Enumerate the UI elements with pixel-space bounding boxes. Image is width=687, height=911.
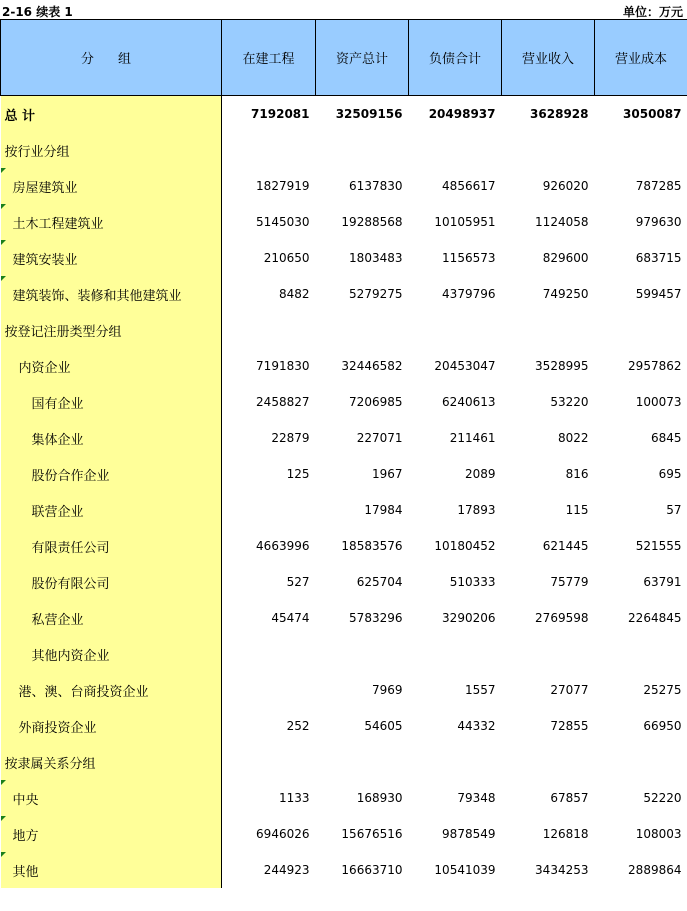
cell-value: 10541039 xyxy=(434,863,496,877)
cell-value xyxy=(222,312,316,348)
row-label xyxy=(1,564,222,600)
cell-value: 2264845 xyxy=(628,611,682,625)
table-row xyxy=(1,564,687,600)
statistics-table xyxy=(0,19,687,888)
cell-value xyxy=(222,744,316,780)
table-row xyxy=(1,636,687,672)
cell-value: 6946026 xyxy=(256,827,310,841)
column-header-group: 分 组 xyxy=(1,20,222,96)
cell-value xyxy=(595,312,687,348)
table-row xyxy=(1,312,687,348)
cell-value: 18583576 xyxy=(341,539,403,553)
cell-value: 72855 xyxy=(550,719,589,733)
row-label xyxy=(1,168,222,204)
cell-value xyxy=(502,312,595,348)
table-row xyxy=(1,744,687,780)
cell-value: 75779 xyxy=(550,575,589,589)
cell-value: 7969 xyxy=(371,683,403,697)
cell-value: 4856617 xyxy=(442,179,496,193)
row-label xyxy=(1,348,222,384)
cell-value: 6137830 xyxy=(349,179,403,193)
row-label-text: 中央 xyxy=(12,792,39,808)
row-label xyxy=(1,456,222,492)
cell-value: 1133 xyxy=(278,791,310,805)
cell-value: 5145030 xyxy=(256,215,310,229)
cell-value xyxy=(595,744,687,780)
table-row xyxy=(1,384,687,420)
table-row xyxy=(1,852,687,888)
cell-value: 63791 xyxy=(643,575,682,589)
row-label-text: 总 计 xyxy=(4,108,36,124)
row-label xyxy=(1,744,222,780)
row-label xyxy=(1,708,222,744)
table-row xyxy=(1,492,687,528)
cell-value: 4379796 xyxy=(442,287,496,301)
cell-value: 2957862 xyxy=(628,359,682,373)
table-row xyxy=(1,528,687,564)
cell-value: 20453047 xyxy=(434,359,496,373)
cell-value xyxy=(409,132,502,168)
cell-value: 6240613 xyxy=(442,395,496,409)
header-row xyxy=(1,20,687,96)
cell-value: 8482 xyxy=(278,287,310,301)
row-label-text: 建筑安装业 xyxy=(12,252,78,268)
cell-value: 19288568 xyxy=(341,215,403,229)
cell-value: 1557 xyxy=(464,683,496,697)
cell-value: 2769598 xyxy=(535,611,589,625)
cell-value: 126818 xyxy=(542,827,589,841)
comment-marker-icon xyxy=(1,276,6,281)
table-row xyxy=(1,420,687,456)
cell-value xyxy=(222,672,316,708)
cell-value xyxy=(409,636,502,672)
cell-value: 1827919 xyxy=(256,179,310,193)
row-label xyxy=(1,672,222,708)
row-label xyxy=(1,528,222,564)
cell-value: 3628928 xyxy=(530,107,589,121)
cell-value xyxy=(222,132,316,168)
cell-value: 100073 xyxy=(635,395,682,409)
cell-value xyxy=(316,312,409,348)
cell-value: 10180452 xyxy=(434,539,496,553)
table-row xyxy=(1,780,687,816)
cell-value: 3528995 xyxy=(535,359,589,373)
cell-value: 2889864 xyxy=(628,863,682,877)
cell-value xyxy=(409,312,502,348)
cell-value: 52220 xyxy=(643,791,682,805)
table-id: 2-16 续表 1 xyxy=(2,5,73,19)
comment-marker-icon xyxy=(1,852,6,857)
cell-value: 32446582 xyxy=(341,359,403,373)
table-row xyxy=(1,456,687,492)
row-label-text: 建筑装饰、装修和其他建筑业 xyxy=(12,288,182,304)
cell-value: 787285 xyxy=(635,179,682,193)
cell-value: 168930 xyxy=(356,791,403,805)
cell-value: 45474 xyxy=(271,611,310,625)
cell-value: 749250 xyxy=(542,287,589,301)
cell-value: 244923 xyxy=(263,863,310,877)
comment-marker-icon xyxy=(1,204,6,209)
row-label xyxy=(1,312,222,348)
cell-value: 3290206 xyxy=(442,611,496,625)
row-label-text: 按登记注册类型分组 xyxy=(4,324,122,340)
cell-value: 829600 xyxy=(542,251,589,265)
row-label-text: 其他内资企业 xyxy=(31,648,110,664)
row-label-text: 其他 xyxy=(12,864,39,880)
cell-value: 816 xyxy=(565,467,589,481)
row-label xyxy=(1,132,222,168)
cell-value: 15676516 xyxy=(341,827,403,841)
table-row xyxy=(1,132,687,168)
cell-value: 7191830 xyxy=(256,359,310,373)
row-label xyxy=(1,636,222,672)
cell-value: 54605 xyxy=(364,719,403,733)
cell-value: 25275 xyxy=(643,683,682,697)
cell-value: 5783296 xyxy=(349,611,403,625)
cell-value: 2089 xyxy=(464,467,496,481)
cell-value: 10105951 xyxy=(434,215,496,229)
row-label xyxy=(1,240,222,276)
row-label xyxy=(1,780,222,816)
cell-value: 527 xyxy=(286,575,310,589)
row-label-text: 有限责任公司 xyxy=(31,540,110,556)
cell-value: 5279275 xyxy=(349,287,403,301)
cell-value: 8022 xyxy=(557,431,589,445)
cell-value xyxy=(316,636,409,672)
row-label-text: 按行业分组 xyxy=(4,144,70,160)
table-row xyxy=(1,168,687,204)
row-label xyxy=(1,96,222,133)
row-label xyxy=(1,816,222,852)
cell-value: 66950 xyxy=(643,719,682,733)
row-label xyxy=(1,492,222,528)
comment-marker-icon xyxy=(1,780,6,785)
cell-value: 22879 xyxy=(271,431,310,445)
cell-value: 20498937 xyxy=(428,107,496,121)
table-row xyxy=(1,348,687,384)
cell-value: 2458827 xyxy=(256,395,310,409)
column-header-operating-cost: 营业成本 xyxy=(595,20,687,96)
row-label-text: 私营企业 xyxy=(31,612,84,628)
row-label-text: 土木工程建筑业 xyxy=(12,216,104,232)
cell-value: 57 xyxy=(666,503,682,517)
row-label xyxy=(1,600,222,636)
cell-value: 7206985 xyxy=(349,395,403,409)
cell-value: 621445 xyxy=(542,539,589,553)
column-header-total-liabilities: 负债合计 xyxy=(409,20,502,96)
table-row xyxy=(1,240,687,276)
table-row xyxy=(1,708,687,744)
row-label xyxy=(1,204,222,240)
cell-value xyxy=(222,492,316,528)
cell-value: 67857 xyxy=(550,791,589,805)
cell-value: 79348 xyxy=(457,791,496,805)
table-row xyxy=(1,204,687,240)
row-label xyxy=(1,276,222,312)
cell-value: 1124058 xyxy=(535,215,589,229)
cell-value: 683715 xyxy=(635,251,682,265)
table-row xyxy=(1,816,687,852)
cell-value: 7192081 xyxy=(251,107,310,121)
row-label xyxy=(1,420,222,456)
cell-value: 210650 xyxy=(263,251,310,265)
table-row xyxy=(1,600,687,636)
table-row xyxy=(1,276,687,312)
cell-value: 44332 xyxy=(457,719,496,733)
cell-value xyxy=(222,636,316,672)
cell-value: 108003 xyxy=(635,827,682,841)
total-row xyxy=(1,96,687,133)
cell-value: 115 xyxy=(565,503,589,517)
cell-value: 1803483 xyxy=(349,251,403,265)
row-label-text: 内资企业 xyxy=(18,360,71,376)
cell-value: 53220 xyxy=(550,395,589,409)
column-header-total-assets: 资产总计 xyxy=(316,20,409,96)
cell-value: 125 xyxy=(286,467,310,481)
cell-value xyxy=(502,744,595,780)
cell-value: 32509156 xyxy=(335,107,403,121)
row-label-text: 房屋建筑业 xyxy=(12,180,78,196)
cell-value: 625704 xyxy=(356,575,403,589)
cell-value: 695 xyxy=(658,467,682,481)
cell-value: 27077 xyxy=(550,683,589,697)
cell-value xyxy=(502,636,595,672)
unit-label: 单位：万元 xyxy=(622,5,683,19)
cell-value: 979630 xyxy=(635,215,682,229)
comment-marker-icon xyxy=(1,168,6,173)
row-label-text: 港、澳、台商投资企业 xyxy=(18,684,149,700)
cell-value: 17984 xyxy=(364,503,403,517)
table-row xyxy=(1,672,687,708)
row-label xyxy=(1,852,222,888)
row-label-text: 国有企业 xyxy=(31,396,84,412)
cell-value: 227071 xyxy=(356,431,403,445)
title-bar xyxy=(0,0,687,19)
cell-value: 9878549 xyxy=(442,827,496,841)
cell-value xyxy=(316,132,409,168)
cell-value: 510333 xyxy=(449,575,496,589)
cell-value xyxy=(409,744,502,780)
cell-value: 4663996 xyxy=(256,539,310,553)
cell-value xyxy=(595,132,687,168)
cell-value: 6845 xyxy=(650,431,682,445)
comment-marker-icon xyxy=(1,240,6,245)
cell-value: 3434253 xyxy=(535,863,589,877)
cell-value: 926020 xyxy=(542,179,589,193)
column-header-operating-revenue: 营业收入 xyxy=(502,20,595,96)
row-label-text: 集体企业 xyxy=(31,432,84,448)
row-label-text: 地方 xyxy=(12,828,39,844)
cell-value: 17893 xyxy=(457,503,496,517)
row-label-text: 股份合作企业 xyxy=(31,468,110,484)
cell-value: 252 xyxy=(286,719,310,733)
cell-value xyxy=(595,636,687,672)
cell-value: 1967 xyxy=(371,467,403,481)
cell-value: 521555 xyxy=(635,539,682,553)
cell-value: 1156573 xyxy=(442,251,496,265)
cell-value: 16663710 xyxy=(341,863,403,877)
row-label-text: 按隶属关系分组 xyxy=(4,756,96,772)
comment-marker-icon xyxy=(1,816,6,821)
row-label xyxy=(1,384,222,420)
row-label-text: 股份有限公司 xyxy=(31,576,110,592)
row-label-text: 联营企业 xyxy=(31,504,84,520)
cell-value: 3050087 xyxy=(623,107,682,121)
cell-value xyxy=(316,744,409,780)
cell-value: 599457 xyxy=(635,287,682,301)
column-header-construction-in-progress: 在建工程 xyxy=(222,20,316,96)
row-label-text: 外商投资企业 xyxy=(18,720,97,736)
cell-value: 211461 xyxy=(449,431,496,445)
cell-value xyxy=(502,132,595,168)
